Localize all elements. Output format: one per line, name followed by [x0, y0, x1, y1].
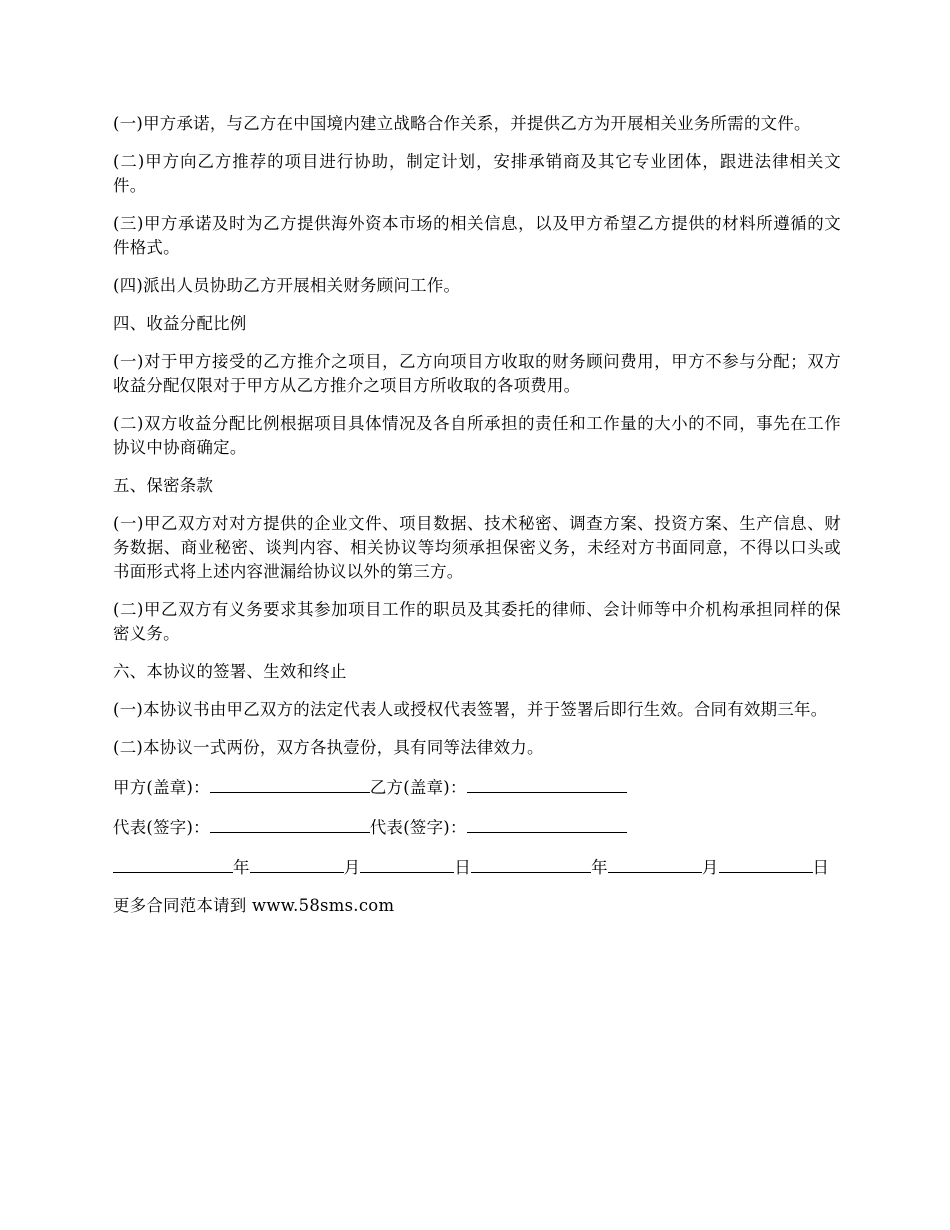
- month-label: 月: [343, 858, 361, 877]
- party-a-seal-blank[interactable]: [210, 774, 370, 793]
- date-line: [113, 854, 841, 880]
- paragraph: (一)本协议书由甲乙双方的法定代表人或授权代表签署，并于签署后即行生效。合同有效期三年。: [113, 700, 828, 719]
- day-label: 日: [812, 858, 830, 877]
- footer-text: 更多合同范本请到 www.58sms.com: [113, 896, 395, 915]
- rep-a-blank[interactable]: [210, 814, 370, 833]
- day-label: 日: [454, 858, 472, 877]
- day-b-blank[interactable]: [719, 854, 813, 873]
- section-heading: 六、本协议的签署、生效和终止: [113, 662, 347, 681]
- paragraph: (一)甲方承诺，与乙方在中国境内建立战略合作关系，并提供乙方为开展相关业务所需的文件。: [113, 114, 811, 133]
- paragraph: (一)甲乙双方对对方提供的企业文件、项目数据、技术秘密、调查方案、投资方案、生产信息、财务数据、商业秘密、谈判内容、相关协议等均须承担保密义务，未经对方书面同意，不得以口头或书面形式将上述内容泄漏给协议以外的第三方。: [113, 514, 841, 581]
- paragraph: (四)派出人员协助乙方开展相关财务顾问工作。: [113, 276, 461, 295]
- paragraph: (二)甲乙双方有义务要求其参加项目工作的职员及其委托的律师、会计师等中介机构承担同样的保密义务。: [113, 600, 841, 643]
- party-b-seal-blank[interactable]: [467, 774, 627, 793]
- document-page: [113, 112, 841, 918]
- month-a-blank[interactable]: [250, 854, 344, 873]
- rep-a-label: 代表(签字)：: [113, 818, 210, 837]
- year-label: 年: [233, 858, 250, 877]
- section-heading: 五、保密条款: [113, 476, 214, 495]
- seal-line: [113, 774, 841, 800]
- paragraph: (二)本协议一式两份，双方各执壹份，具有同等法律效力。: [113, 738, 544, 757]
- paragraph: (三)甲方承诺及时为乙方提供海外资本市场的相关信息，以及甲方希望乙方提供的材料所遵循的文件格式。: [113, 214, 841, 257]
- section-heading: 四、收益分配比例: [113, 314, 247, 333]
- month-b-blank[interactable]: [608, 854, 702, 873]
- paragraph: (一)对于甲方接受的乙方推介之项目，乙方向项目方收取的财务顾问费用，甲方不参与分配；双方收益分配仅限对于甲方从乙方推介之项目方所收取的各项费用。: [113, 352, 841, 395]
- party-b-seal-label: 乙方(盖章)：: [369, 778, 467, 797]
- paragraph: (二)双方收益分配比例根据项目具体情况及各自所承担的责任和工作量的大小的不同，事先在工作协议中协商确定。: [113, 414, 841, 457]
- day-a-blank[interactable]: [360, 854, 454, 873]
- paragraph: (二)甲方向乙方推荐的项目进行协助，制定计划，安排承销商及其它专业团体，跟进法律相关文件。: [113, 152, 841, 195]
- party-a-seal-label: 甲方(盖章)：: [113, 778, 210, 797]
- year-label: 年: [591, 858, 608, 877]
- representative-line: [113, 814, 841, 840]
- year-a-blank[interactable]: [113, 854, 233, 873]
- year-b-blank[interactable]: [471, 854, 591, 873]
- rep-b-label: 代表(签字)：: [369, 818, 467, 837]
- rep-b-blank[interactable]: [467, 814, 627, 833]
- month-label: 月: [701, 858, 719, 877]
